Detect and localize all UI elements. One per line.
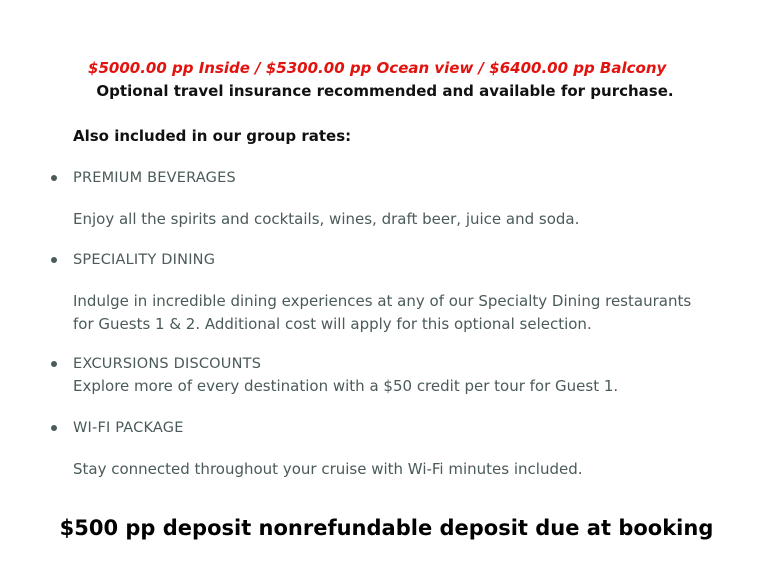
bullet-dot <box>51 361 57 367</box>
benefit-title-excursions-discounts: EXCURSIONS DISCOUNTS <box>73 356 262 372</box>
benefit-title-speciality-dining: SPECIALITY DINING <box>73 252 216 268</box>
bullet-dot <box>51 257 57 263</box>
pricing-block <box>60 57 710 103</box>
benefit-desc-premium-beverages: Enjoy all the spirits and cocktails, wines, draft beer, juice and soda. <box>73 210 580 228</box>
benefit-desc-excursions-discounts: Explore more of every destination with a $50 credit per tour for Guest 1. <box>73 377 619 395</box>
benefit-title-wifi-package: WI-FI PACKAGE <box>73 420 184 436</box>
cabin-prices: $5000.00 pp Inside / $5300.00 pp Ocean view / $6400.00 pp Balcony <box>88 59 667 77</box>
benefit-desc-speciality-dining: Indulge in incredible dining experiences at any of our Specialty Dining restaurants for Guests 1 & 2. Additional cost will apply for this optional selection. <box>73 292 692 333</box>
bullet-dot <box>51 425 57 431</box>
benefit-title-premium-beverages: PREMIUM BEVERAGES <box>73 170 236 186</box>
benefit-desc-wifi-package: Stay connected throughout your cruise with Wi-Fi minutes included. <box>73 460 583 478</box>
deposit-note: $500 pp deposit nonrefundable deposit due at booking <box>59 516 714 540</box>
insurance-note: Optional travel insurance recommended and available for purchase. <box>96 82 674 100</box>
bullet-dot <box>51 175 57 181</box>
included-heading: Also included in our group rates: <box>73 127 352 145</box>
